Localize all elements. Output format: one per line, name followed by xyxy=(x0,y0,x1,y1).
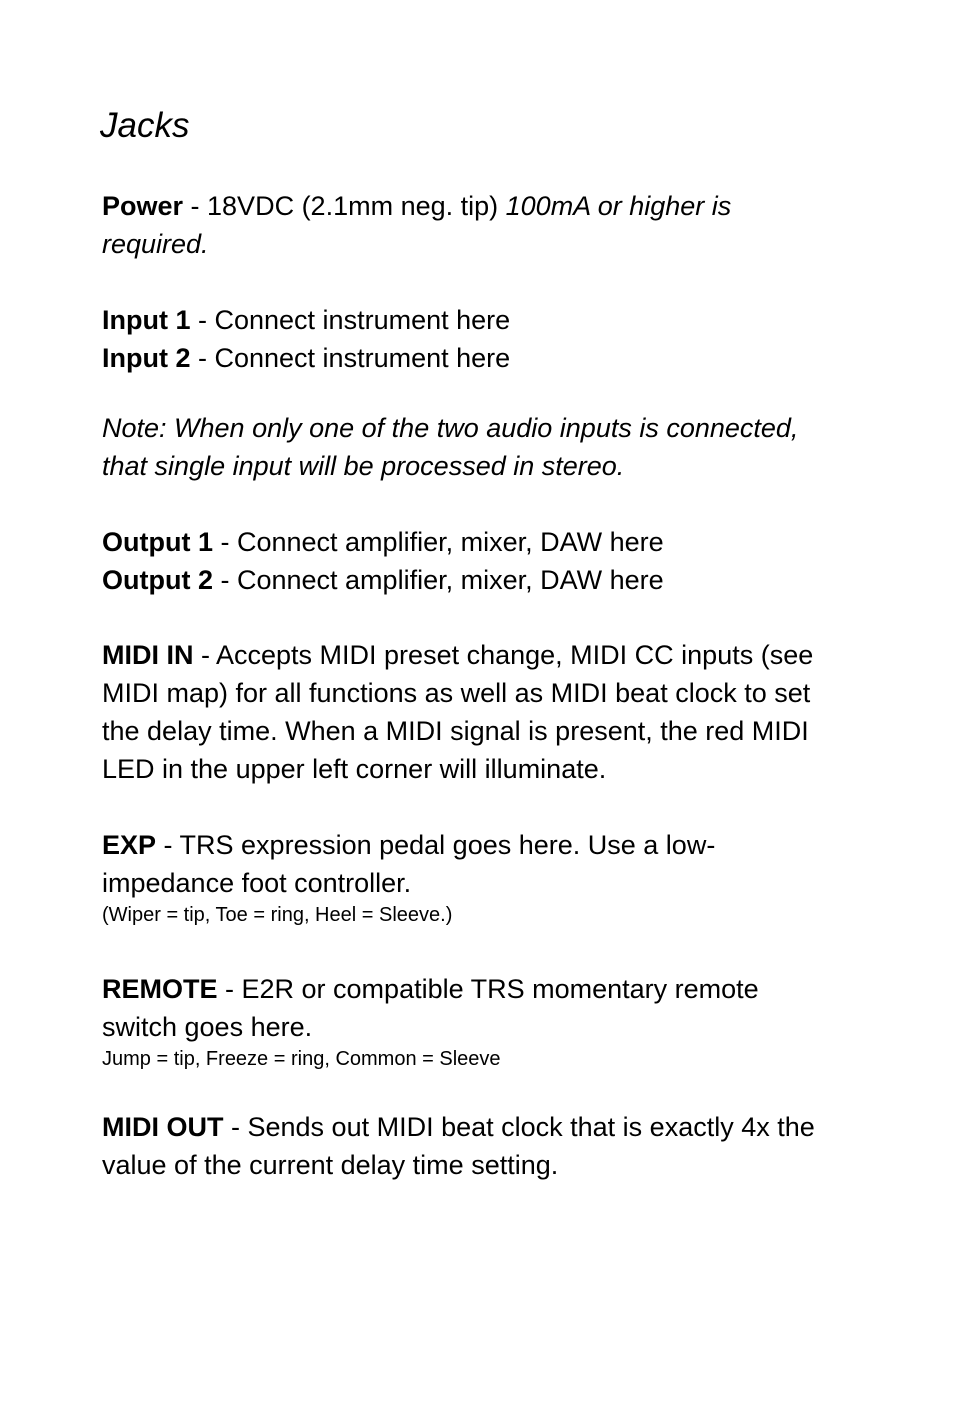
midi-out-section xyxy=(102,1108,862,1184)
inputs-section xyxy=(102,301,862,377)
input-2-line xyxy=(102,339,862,377)
remote-section xyxy=(102,970,862,1072)
page-title: Jacks xyxy=(100,106,190,145)
midi-in-line-3: the delay time. When a MIDI signal is present, the red MIDI xyxy=(102,716,809,746)
power-line xyxy=(102,187,862,225)
exp-wiring: (Wiper = tip, Toe = ring, Heel = Sleeve.) xyxy=(102,904,453,926)
input-note-line-1: Note: When only one of the two audio inputs is connected, xyxy=(102,413,799,443)
output-2-label: Output 2 xyxy=(102,565,213,595)
midi-in-label: MIDI IN xyxy=(102,640,194,670)
remote-line-1 xyxy=(102,970,862,1008)
midi-in-line-4: LED in the upper left corner will illuminate. xyxy=(102,754,607,784)
output-1-desc: - Connect amplifier, mixer, DAW here xyxy=(212,527,664,557)
exp-label: EXP xyxy=(102,830,157,860)
midi-in-desc: - Accepts MIDI preset change, MIDI CC inputs (see xyxy=(193,640,814,670)
midi-in-section xyxy=(102,636,862,788)
midi-in-line-2: MIDI map) for all functions as well as MIDI beat clock to set xyxy=(102,678,811,708)
exp-section xyxy=(102,826,862,928)
midi-out-desc: - Sends out MIDI beat clock that is exactly 4x the xyxy=(223,1112,815,1142)
power-spec: - 18VDC (2.1mm neg. tip) xyxy=(183,191,506,221)
remote-desc: - E2R or compatible TRS momentary remote xyxy=(217,974,759,1004)
remote-label: REMOTE xyxy=(102,974,218,1004)
input-note xyxy=(102,409,862,485)
midi-out-line-2: value of the current delay time setting. xyxy=(102,1150,559,1180)
power-note: 100mA or higher is xyxy=(505,191,732,221)
exp-desc: - TRS expression pedal goes here. Use a low- xyxy=(156,830,716,860)
power-label: Power xyxy=(102,191,184,221)
power-note-cont: required. xyxy=(102,229,209,259)
input-2-label: Input 2 xyxy=(102,343,191,373)
input-1-desc: - Connect instrument here xyxy=(190,305,511,335)
output-1-label: Output 1 xyxy=(102,527,213,557)
input-note-line-2: that single input will be processed in stereo. xyxy=(102,451,625,481)
remote-wiring: Jump = tip, Freeze = ring, Common = Sleeve xyxy=(102,1048,501,1070)
input-1-label: Input 1 xyxy=(102,305,191,335)
power-section xyxy=(102,187,862,263)
remote-line-2: switch goes here. xyxy=(102,1012,313,1042)
output-2-line xyxy=(102,561,862,599)
output-2-desc: - Connect amplifier, mixer, DAW here xyxy=(212,565,664,595)
outputs-section xyxy=(102,523,862,599)
midi-in-line-1 xyxy=(102,636,862,674)
midi-out-label: MIDI OUT xyxy=(102,1112,224,1142)
exp-line-2: impedance foot controller. xyxy=(102,868,412,898)
input-2-desc: - Connect instrument here xyxy=(190,343,511,373)
input-1-line xyxy=(102,301,862,339)
exp-line-1 xyxy=(102,826,862,864)
output-1-line xyxy=(102,523,862,561)
midi-out-line-1 xyxy=(102,1108,862,1146)
